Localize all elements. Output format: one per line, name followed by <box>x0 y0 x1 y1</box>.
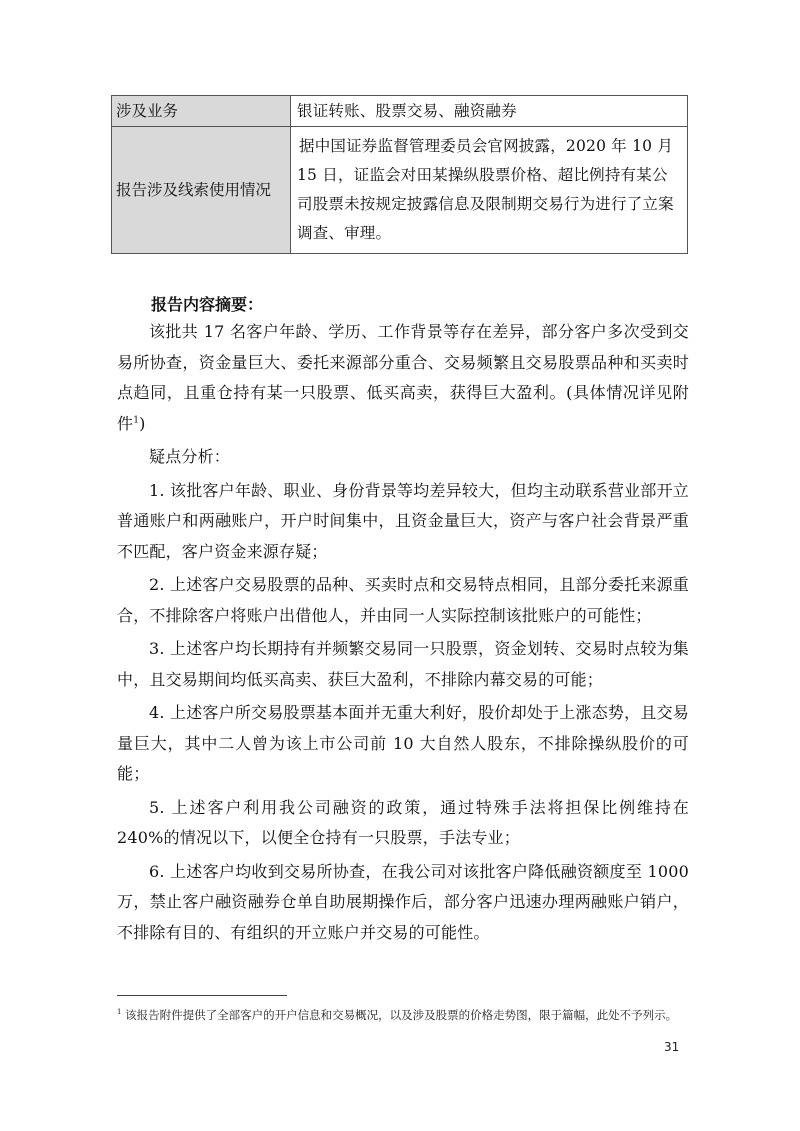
table-row <box>112 127 688 254</box>
table-row <box>112 96 688 127</box>
footnote-text: 该报告附件提供了全部客户的开户信息和交易概况，以及涉及股票的价格走势图，限于篇幅，此处不予列示。 <box>125 1007 678 1022</box>
intro-paragraph <box>117 317 689 439</box>
summary-heading: 报告内容摘要： <box>151 295 264 314</box>
analysis-point: 2. 上述客户交易股票的品种、买卖时点和交易特点相同，且部分委托来源重合，不排除客户将账户出借他人，并由同一人实际控制该批账户的可能性； <box>117 575 689 625</box>
analysis-point: 4. 上述客户所交易股票基本面并无重大利好，股价却处于上涨态势，且交易量巨大，其中二人曾为该上市公司前 10 大自然人股东，不排除操纵股价的可能； <box>117 703 689 783</box>
footnote-divider <box>117 995 287 996</box>
footnote-reference: 1 <box>133 415 140 426</box>
analysis-point: 3. 上述客户均长期持有并频繁交易同一只股票，资金划转、交易时点较为集中，且交易期间均低买高卖、获巨大盈利，不排除内幕交易的可能； <box>117 639 689 689</box>
intro-closing: ) <box>139 413 146 433</box>
footnote <box>117 1003 689 1025</box>
info-table <box>111 95 688 254</box>
intro-text: 该批共 17 名客户年龄、学历、工作背景等存在差异，部分客户多次受到交易所协查，资金量巨大、委托来源部分重合、交易频繁且交易股票品种和买卖时点趋同，且重仓持有某一只股票、低买高卖，获得巨大盈利。(具体情况详见附件 <box>117 322 689 433</box>
analysis-heading: 疑点分析： <box>149 447 231 466</box>
table-key-cell: 涉及业务 <box>112 96 291 127</box>
footnote-mark: 1 <box>117 1008 122 1016</box>
report-body <box>117 317 689 951</box>
table-key-cell: 报告涉及线索使用情况 <box>112 127 291 254</box>
table-value-cell: 据中国证券监督管理委员会官网披露，2020 年 10 月 15 日，证监会对田某操纵股票价格、超比例持有某公司股票未按规定披露信息及限制期交易行为进行了立案调查、审理。 <box>291 127 688 254</box>
analysis-point: 6. 上述客户均收到交易所协查，在我公司对该批客户降低融资额度至 1000 万，禁止客户融资融券仓单自助展期操作后，部分客户迅速办理两融账户销户，不排除有目的、有组织的开立账户并交易的可能性。 <box>117 861 689 942</box>
analysis-point: 1. 该批客户年龄、职业、身份背景等均差异较大，但均主动联系营业部开立普通账户和两融账户，开户时间集中，且资金量巨大，资产与客户社会背景严重不匹配，客户资金来源存疑； <box>117 480 689 561</box>
page-number: 31 <box>664 1040 680 1054</box>
analysis-point: 5. 上述客户利用我公司融资的政策，通过特殊手法将担保比例维持在 240%的情况以下，以便全仓持有一只股票，手法专业； <box>117 797 689 847</box>
table-value-cell: 银证转账、股票交易、融资融券 <box>291 96 688 127</box>
